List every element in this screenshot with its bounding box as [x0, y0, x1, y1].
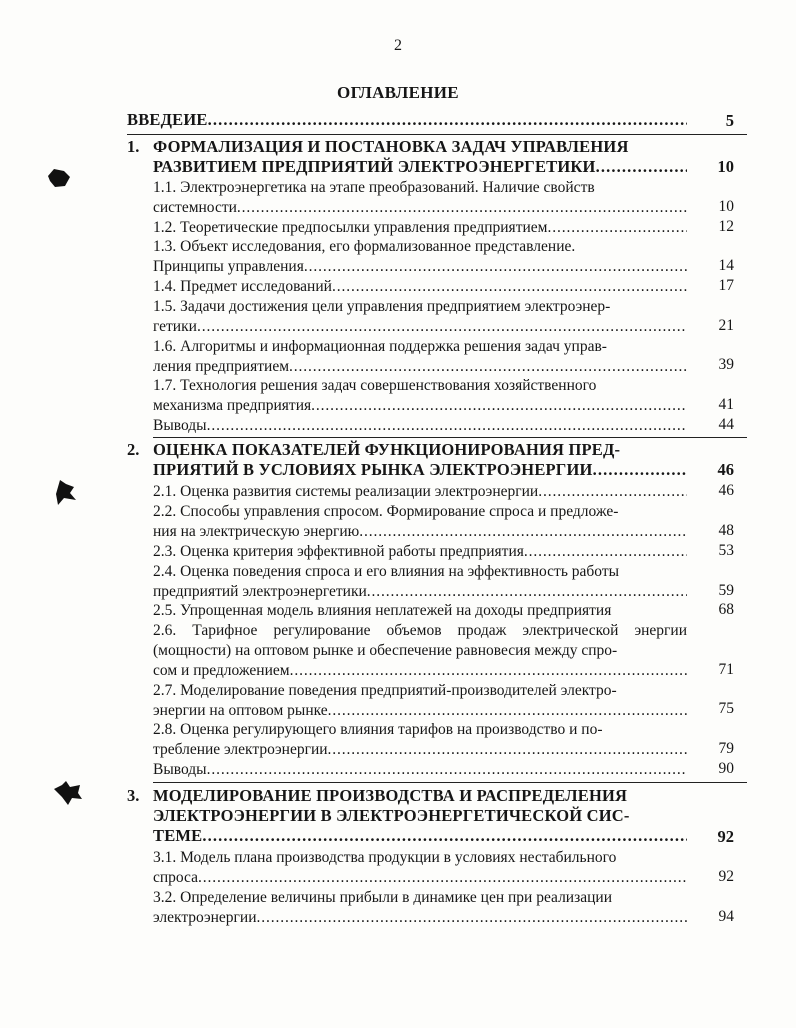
toc-item-page: 12 — [718, 218, 734, 235]
toc-item: 2.2. Способы управления спросом. Формирование спроса и предложе- ния на электрическую энергию . . . — [153, 502, 687, 542]
toc-item: Выводы . . . — [153, 416, 687, 436]
toc-item-page: 79 — [718, 740, 734, 757]
chapter-2-title: ОЦЕНКА ПОКАЗАТЕЛЕЙ ФУНКЦИОНИРОВАНИЯ ПРЕД- ПРИЯТИЙ В УСЛОВИЯХ РЫНКА ЭЛЕКТРОЭНЕРГИИ . . . — [153, 440, 687, 480]
toc-item: 2.4. Оценка поведения спроса и его влияния на эффективность работы предприятий электроэнергетики . . . — [153, 562, 687, 602]
toc-intro — [127, 110, 687, 130]
toc-item: 3.2. Определение величины прибыли в динамике цен при реализации электроэнергии . . . — [153, 888, 687, 928]
intro-page: 5 — [725, 111, 734, 130]
toc-item: 1.3. Объект исследования, его формализованное представление. Принципы управления . . . — [153, 237, 687, 277]
toc-item-page: 53 — [718, 542, 734, 559]
toc-item-page: 68 — [718, 601, 734, 618]
toc-item: 2.7. Моделирование поведения предприятий-производителей электро- энергии на оптовом рынке . . . — [153, 681, 687, 721]
divider — [153, 437, 747, 438]
toc-item-page: 44 — [718, 416, 734, 433]
toc-item: Выводы . . . — [153, 760, 687, 780]
toc-item-page: 46 — [718, 482, 734, 499]
ink-smudge — [52, 478, 78, 508]
toc-item-page: 17 — [718, 277, 734, 294]
toc-item: 1.4. Предмет исследований . . . — [153, 277, 687, 297]
ink-smudge — [52, 781, 84, 807]
divider — [153, 782, 747, 783]
chapter-1-title: ФОРМАЛИЗАЦИЯ И ПОСТАНОВКА ЗАДАЧ УПРАВЛЕНИЯ РАЗВИТИЕМ ПРЕДПРИЯТИЙ ЭЛЕКТРОЭНЕРГЕТИКИ . . . — [153, 137, 687, 177]
ink-smudge — [44, 166, 72, 190]
intro-label: ВВЕДЕИЕ — [127, 110, 208, 129]
toc-item-page: 92 — [718, 868, 734, 885]
toc-item: 2.8. Оценка регулирующего влияния тарифов на производство и по- требление электроэнергии . . . — [153, 720, 687, 760]
chapter-3-title: МОДЕЛИРОВАНИЕ ПРОИЗВОДСТВА И РАСПРЕДЕЛЕНИЯ ЭЛЕКТРОЭНЕРГИИ В ЭЛЕКТРОЭНЕРГЕТИЧЕСКОЙ СИС- ТЕМЕ . . . — [153, 786, 687, 846]
toc-item: 2.5. Упрощенная модель влияния неплатежей на доходы предприятия — [153, 602, 612, 619]
toc-item-page: 59 — [718, 582, 734, 599]
toc-item-page: 21 — [718, 317, 734, 334]
chapter-3-number: 3. — [127, 786, 140, 805]
toc-item: 1.5. Задачи достижения цели управления предприятием электроэнер- гетики . . . — [153, 297, 687, 337]
toc-item: 2.3. Оценка критерия эффективной работы предприятия . . . — [153, 542, 687, 562]
toc-item-page: 41 — [718, 396, 734, 413]
chapter-2-number: 2. — [127, 440, 140, 459]
toc-item: 3.1. Модель плана производства продукции в условиях нестабильного спроса . . . — [153, 848, 687, 888]
toc-item: 2.6. Тарифное регулирование объемов продаж электрической энергии (мощности) на оптовом рынке и обеспечение равновесия между спро- сом и предложением . . . — [153, 621, 687, 681]
toc-item-page: 10 — [718, 198, 734, 215]
toc-item: 1.7. Технология решения задач совершенствования хозяйственного механизма предприятия . . . — [153, 376, 687, 416]
toc-item: 1.2. Теоретические предпосылки управления предприятием . . . — [153, 218, 687, 238]
toc-title: ОГЛАВЛЕНИЕ — [337, 83, 459, 102]
toc-item-page: 39 — [718, 356, 734, 373]
toc-item: 1.6. Алгоритмы и информационная поддержка решения задач управ- ления предприятием . . . — [153, 337, 687, 377]
toc-item: 2.1. Оценка развития системы реализации электроэнергии . . . — [153, 482, 687, 502]
toc-item: 1.1. Электроэнергетика на этапе преобразований. Наличие свойств системности . . . — [153, 178, 687, 218]
page-number: 2 — [394, 37, 402, 54]
toc-item-page: 94 — [718, 908, 734, 925]
toc-item-page: 75 — [718, 700, 734, 717]
chapter-2-page: 46 — [717, 460, 734, 479]
chapter-1-page: 10 — [717, 157, 734, 176]
divider — [127, 134, 747, 135]
toc-item-page: 14 — [718, 257, 734, 274]
toc-item-page: 71 — [718, 661, 734, 678]
chapter-1-number: 1. — [127, 137, 140, 156]
toc-item-page: 90 — [718, 760, 734, 777]
chapter-3-page: 92 — [717, 827, 734, 846]
toc-item-page: 48 — [718, 522, 734, 539]
